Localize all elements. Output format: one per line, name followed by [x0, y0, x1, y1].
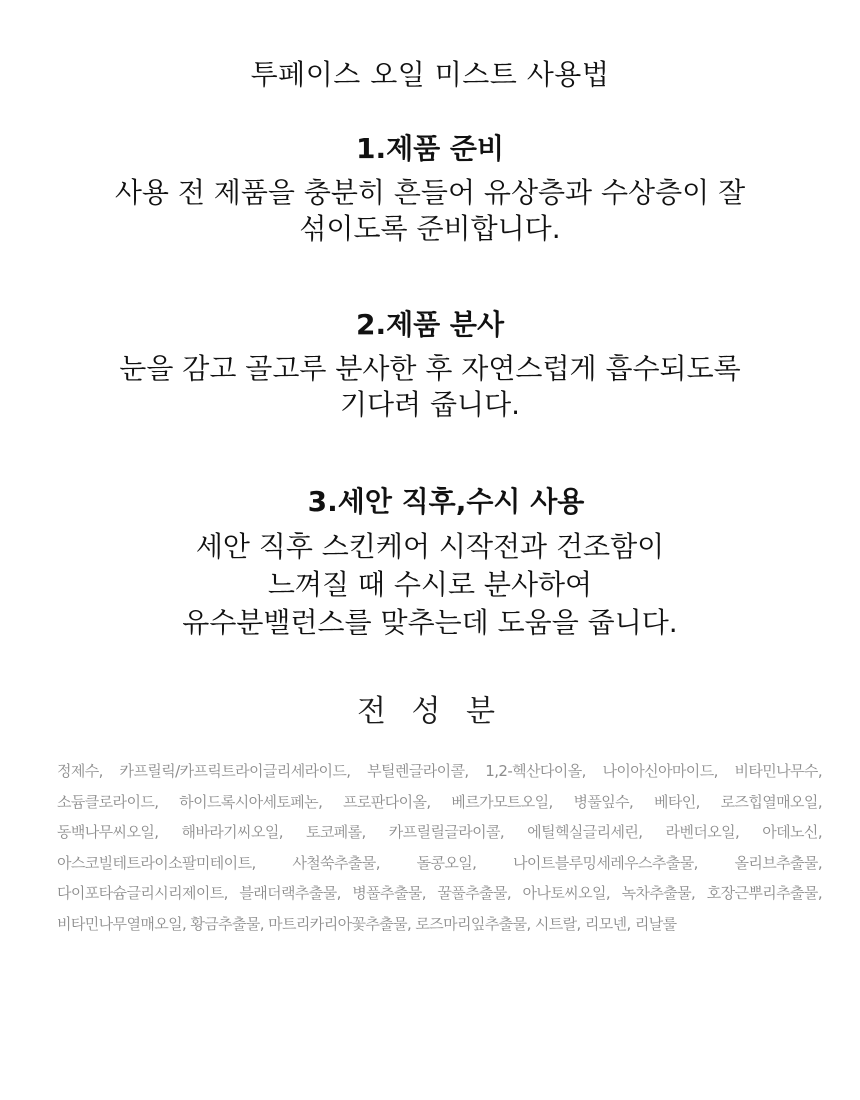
- page-title: 투페이스 오일 미스트 사용법: [250, 58, 610, 91]
- step-1-description: [60, 175, 800, 247]
- step-1-heading: 1.제품 준비: [355, 132, 505, 165]
- step-3-line-1: 세안 직후 스킨케어 시작전과 건조함이: [195, 530, 665, 563]
- step-2-line-1: 눈을 감고 골고루 분사한 후 자연스럽게 흡수되도록: [119, 352, 741, 385]
- step-2-line-2: 기다려 줍니다.: [339, 388, 521, 421]
- step-3-line-2: 느껴질 때 수시로 분사하여: [267, 568, 593, 601]
- step-1-line-1: 사용 전 제품을 충분히 흔들어 유상층과 수상층이 잘: [114, 176, 746, 209]
- ingredients-heading: 전 성 분: [356, 694, 503, 729]
- step-3-description: [60, 528, 800, 642]
- ingredients-list: 정제수, 카프릴릭/카프릭트라이글리세라이드, 부틸렌글라이콜, 1,2-헥산다이올, 나이아신아마이드, 비타민나무수, 소듐클로라이드, 하이드록시아세토페논, 프로판다이올, 베르가모트오일, 병풀잎수, 베타인, 로즈힙열매오일, 동백나무씨오일, 해바라기씨오일, 토코페롤, 카프릴릴글라이콜, 에틸헥실글리세린, 라벤더오일, 아데노신, 아스코빌테트라이소팔미테이트, 사철쑥추출물, 돌콩오일, 나이트블루밍세레우스추출물, 올리브추출물, 다이포타슘글리시리제이트, 블래더랙추출물, 병풀추출물, 꿀풀추출물, 아나토씨오일, 녹차추출물, 호장근뿌리추출물, 비타민나무열매오일, 황금추출물, 마트리카리아꽃추출물, 로즈마리잎추출물, 시트랄, 리모넨, 리날룰: [57, 762, 822, 933]
- step-1-line-2: 섞이도록 준비합니다.: [299, 212, 561, 245]
- step-2-description: [60, 351, 800, 423]
- step-3-line-3: 유수분밸런스를 맞추는데 도움을 줍니다.: [182, 606, 678, 639]
- step-2-heading: 2.제품 분사: [355, 308, 505, 341]
- step-3-heading: 3.세안 직후,수시 사용: [307, 485, 585, 518]
